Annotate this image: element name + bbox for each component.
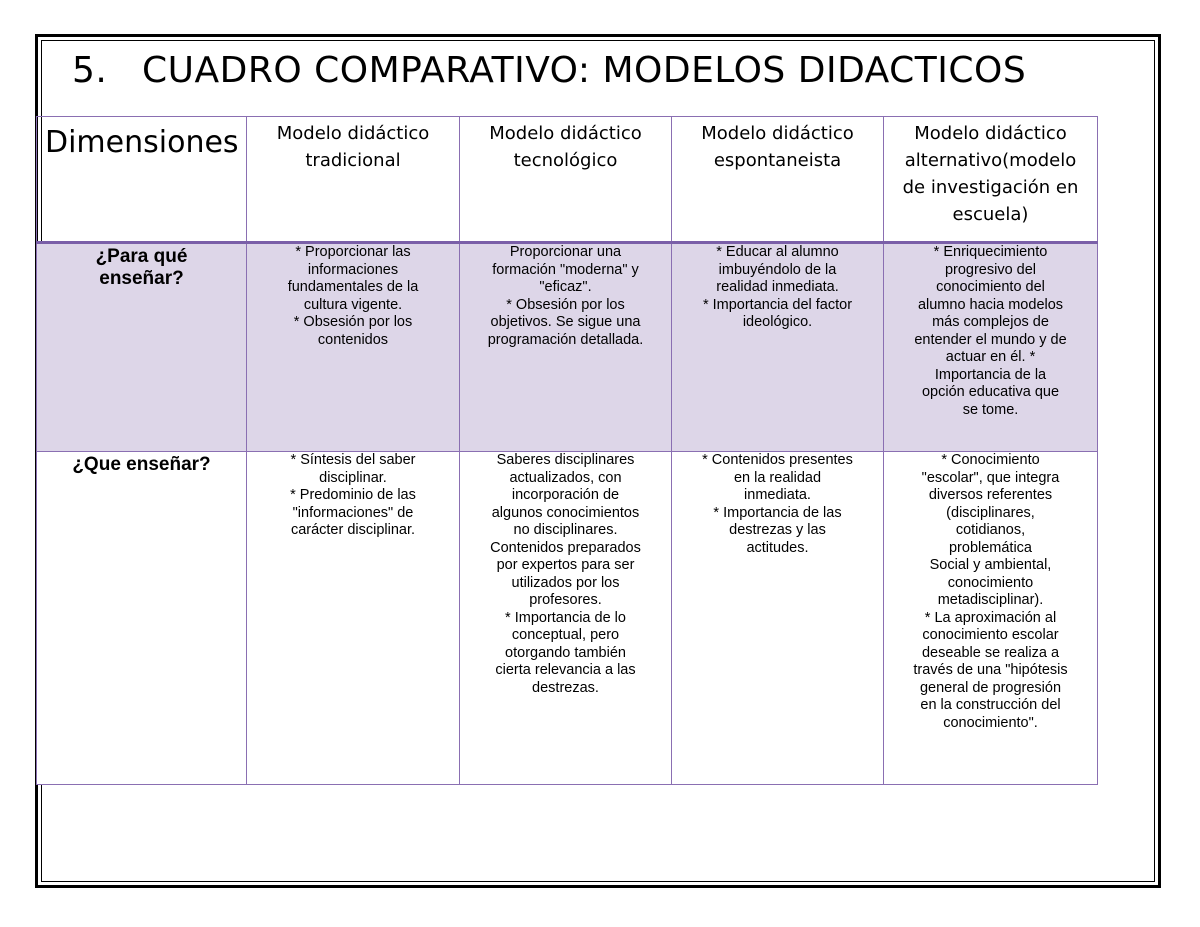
- cell-text: Saberes disciplinares actualizados, con incorporación de algunos conocimientos no disciplinares. Contenidos preparados por expertos para ser utilizados por los profesores. * Importancia de lo conceptual, pero otorgando también cierta relevancia a las destrezas.: [490, 452, 641, 696]
- cell-text: * Educar al alumno imbuyéndolo de la realidad inmediata. * Importancia del factor ideológico.: [702, 244, 853, 330]
- table-row-que-ensenar: [37, 452, 1098, 785]
- row-label: [37, 452, 247, 785]
- table-row-para-que-ensenar: [37, 243, 1098, 452]
- table-cell: [460, 243, 672, 452]
- table-cell: [247, 452, 460, 785]
- table-cell: [672, 243, 884, 452]
- cell-text: * Síntesis del saber disciplinar. * Predominio de las "informaciones" de carácter disciplinar.: [290, 452, 416, 538]
- header-text: Dimensiones: [45, 125, 239, 160]
- document-title: [72, 46, 1152, 96]
- table-cell: [884, 452, 1098, 785]
- header-dimensiones: [37, 117, 247, 243]
- table-cell: [884, 243, 1098, 452]
- table-cell: [672, 452, 884, 785]
- header-modelo-tradicional: [247, 117, 460, 243]
- header-text: Modelo didáctico tradicional: [276, 123, 430, 171]
- title-text: CUADRO COMPARATIVO: MODELOS DIDACTICOS: [142, 50, 1027, 91]
- row-label-text: ¿Para qué enseñar?: [95, 246, 188, 289]
- header-text: Modelo didáctico tecnológico: [489, 123, 642, 171]
- cell-text: * Proporcionar las informaciones fundamentales de la cultura vigente. * Obsesión por los contenidos: [287, 244, 419, 348]
- cell-text: Proporcionar una formación "moderna" y "eficaz". * Obsesión por los objetivos. Se sigue una programación detallada.: [487, 244, 644, 348]
- table-header-row: [37, 117, 1098, 243]
- row-label-text: ¿Que enseñar?: [72, 454, 211, 475]
- header-text: Modelo didáctico espontaneista: [701, 123, 854, 171]
- header-modelo-espontaneista: [672, 117, 884, 243]
- header-text: Modelo didáctico alternativo(modelo de investigación en escuela): [902, 123, 1079, 225]
- header-modelo-tecnologico: [460, 117, 672, 243]
- cell-text: * Conocimiento "escolar", que integra diversos referentes (disciplinares, cotidianos, problemática Social y ambiental, conocimiento metadisciplinar). * La aproximación al conocimiento escolar deseable se realiza a través de una "hipótesis general de progresión en la construcción del conocimiento".: [913, 452, 1068, 731]
- title-number: 5.: [72, 50, 108, 91]
- table-cell: [247, 243, 460, 452]
- cell-text: * Contenidos presentes en la realidad inmediata. * Importancia de las destrezas y las actitudes.: [702, 452, 853, 556]
- table-cell: [460, 452, 672, 785]
- row-label: [37, 243, 247, 452]
- cell-text: * Enriquecimiento progresivo del conocimiento del alumno hacia modelos más complejos de entender el mundo y de actuar en él. * Importancia de la opción educativa que se tome.: [914, 244, 1067, 418]
- header-modelo-alternativo: [884, 117, 1098, 243]
- comparison-table: [36, 116, 1098, 785]
